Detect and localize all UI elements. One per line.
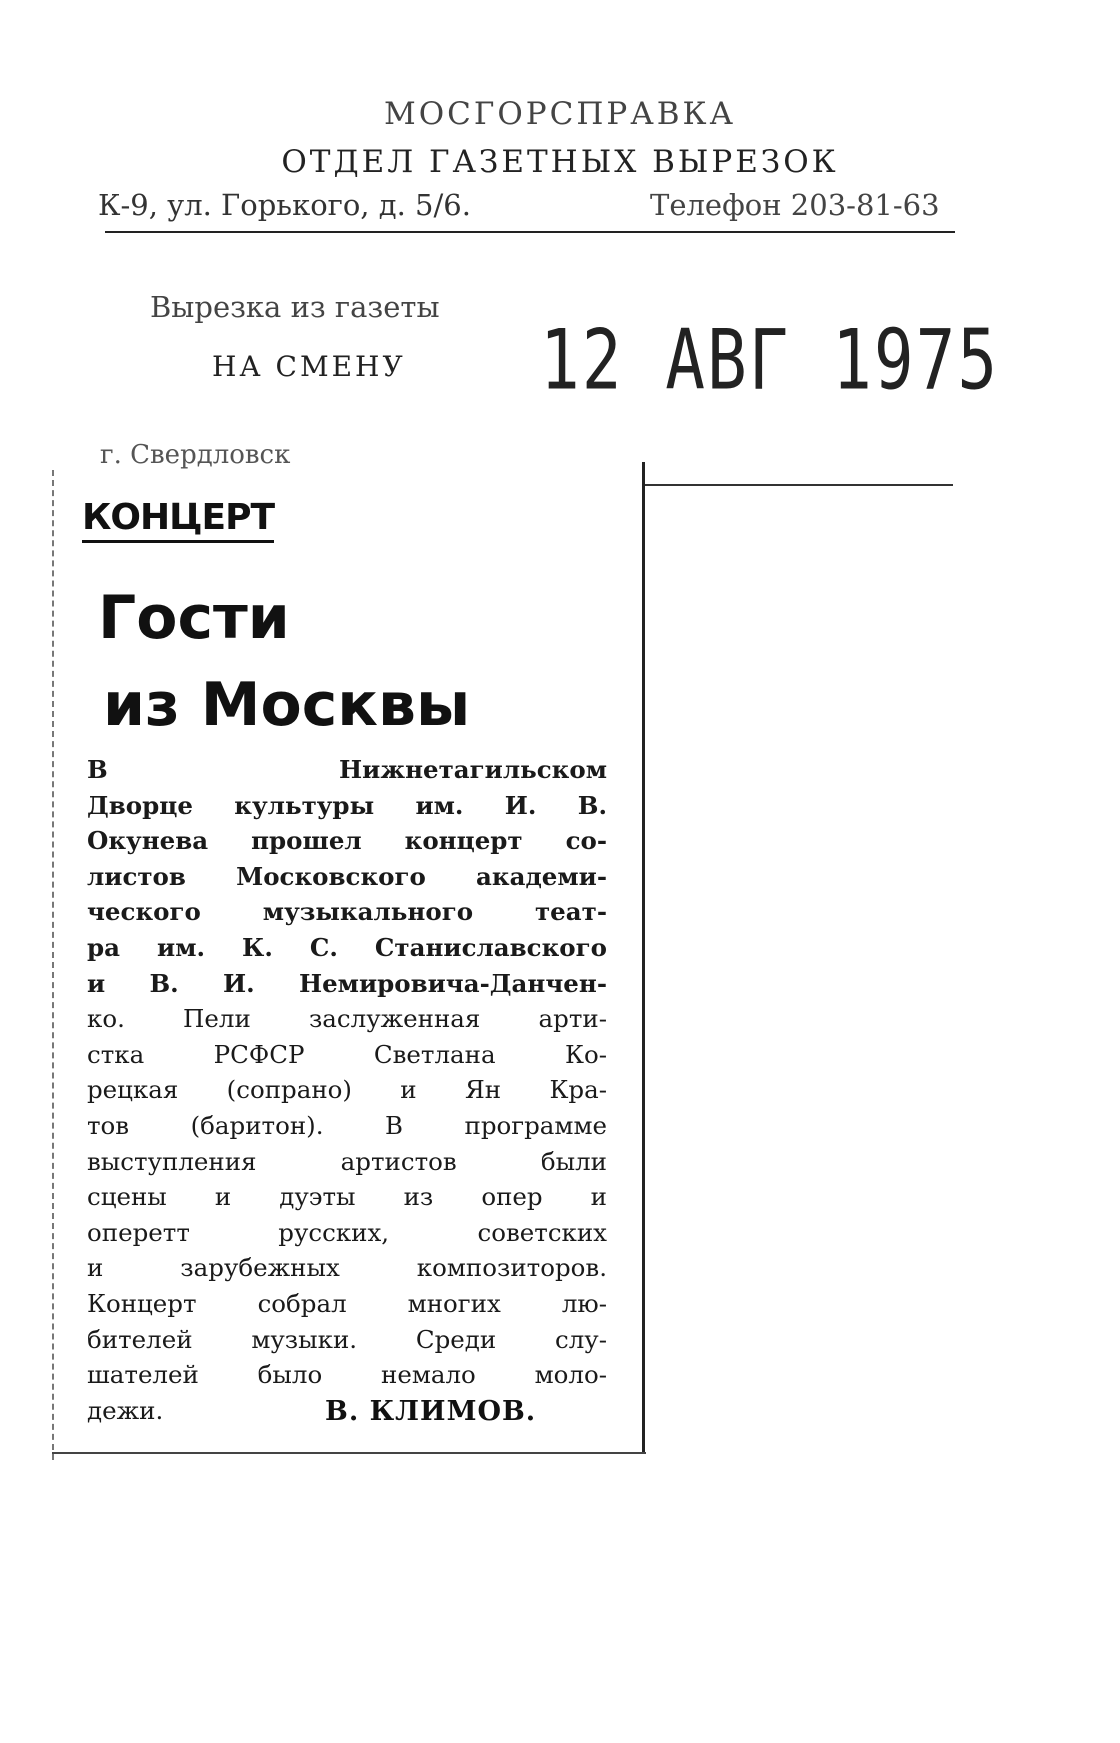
city-name: г. Свердловск	[100, 440, 291, 470]
article-line: листов Московского академи-	[87, 861, 607, 891]
article-line: ра им. К. С. Станиславского	[87, 932, 607, 962]
article-line: выступления артистов были	[87, 1146, 607, 1176]
phone-number: Телефон 203-81-63	[650, 188, 940, 222]
article-line: шателей было немало моло-	[87, 1360, 607, 1390]
article-line: рецкая (сопрано) и Ян Кра-	[87, 1075, 607, 1105]
article-title-line-2: из Москвы	[103, 670, 471, 740]
address: К-9, ул. Горького, д. 5/6.	[98, 188, 471, 222]
article-line: В Нижнетагильском	[87, 755, 607, 784]
clipping-right-edge	[642, 462, 645, 1452]
article-byline: В. КЛИМОВ.	[325, 1396, 537, 1427]
article-line: дежи.	[87, 1395, 164, 1425]
date-stamp: 12 АВГ 1975	[540, 312, 1000, 409]
article-line: ко. Пели заслуженная арти-	[87, 1004, 607, 1034]
article-line: и В. И. Немировича-Данчен-	[87, 968, 607, 998]
article-line: сцены и дуэты из опер и	[87, 1182, 607, 1212]
clipping-bottom-edge	[52, 1452, 646, 1454]
article-line: и зарубежных композиторов.	[87, 1253, 607, 1283]
header-rule	[105, 231, 955, 233]
article-line: ческого музыкального теат-	[87, 897, 607, 927]
clipping-label: Вырезка из газеты	[150, 290, 440, 324]
article-line: тов (баритон). В программе	[87, 1110, 607, 1140]
article-line: стка РСФСР Светлана Ко-	[87, 1039, 607, 1069]
article-line: Окунева прошел концерт со-	[87, 826, 607, 856]
article-body	[87, 752, 607, 1428]
article-line: бителей музыки. Среди слу-	[87, 1324, 607, 1354]
article-rubric: КОНЦЕРТ	[82, 497, 274, 543]
article-line: Дворце культуры им. И. В.	[87, 790, 607, 820]
clipping-left-edge	[52, 470, 56, 1460]
article-line: Концерт собрал многих лю-	[87, 1288, 607, 1318]
department-name: ОТДЕЛ ГАЗЕТНЫХ ВЫРЕЗОК	[281, 144, 839, 180]
newspaper-name: НА СМЕНУ	[212, 350, 406, 383]
column-rule	[645, 484, 953, 486]
article-line: оперетт русских, советских	[87, 1217, 607, 1247]
org-name: МОСГОРСПРАВКА	[383, 96, 736, 132]
article-title-line-1: Гости	[98, 583, 290, 653]
